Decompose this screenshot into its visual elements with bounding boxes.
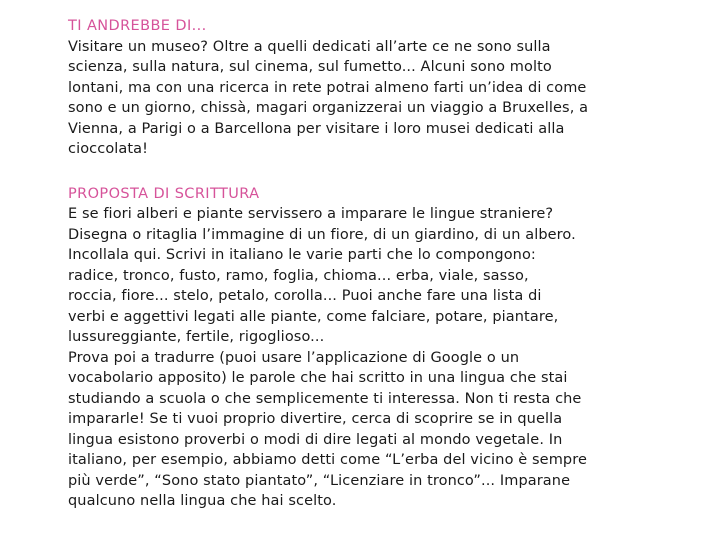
- paragraph-line: lussureggiante, fertile, rigoglioso...: [68, 329, 325, 345]
- section-heading: PROPOSTA DI SCRITTURA: [68, 185, 260, 202]
- paragraph-line: roccia, fiore... stelo, petalo, corolla... Puoi anche fare una lista di: [68, 288, 542, 304]
- paragraph-line: vocabolario apposito) le parole che hai scritto in una lingua che stai: [68, 370, 568, 386]
- paragraph-line: Visitare un museo? Oltre a quelli dedicati all’arte ce ne sono sulla: [68, 38, 551, 55]
- document-page: [68, 16, 708, 512]
- paragraph-line: Incollala qui. Scrivi in italiano le varie parti che lo compongono:: [68, 247, 536, 263]
- paragraph-line: Prova poi a tradurre (puoi usare l’applicazione di Google o un: [68, 349, 520, 366]
- paragraph-line: Vienna, a Parigi o a Barcellona per visitare i loro musei dedicati alla: [68, 120, 565, 137]
- paragraph-line: più verde”, “Sono stato piantato”, “Licenziare in tronco”... Imparane: [68, 472, 571, 489]
- paragraph-line: impararle! Se ti vuoi proprio divertire, cerca di scoprire se in quella: [68, 411, 563, 427]
- paragraph-line: italiano, per esempio, abbiamo detti come “L’erba del vicino è sempre: [68, 452, 587, 468]
- section-heading: TI ANDREBBE DI...: [68, 18, 207, 34]
- paragraph-line: lingua esistono proverbi o modi di dire legati al mondo vegetale. In: [68, 431, 563, 448]
- section-proposta-di-scrittura: [68, 184, 708, 512]
- paragraph-line: studiando a scuola o che semplicemente ti interessa. Non ti resta che: [68, 390, 582, 407]
- paragraph-line: sono e un giorno, chissà, magari organizzerai un viaggio a Bruxelles, a: [68, 100, 589, 116]
- section-ti-andrebbe-di: [68, 16, 708, 160]
- paragraph-line: cioccolata!: [68, 141, 149, 157]
- paragraph-line: lontani, ma con una ricerca in rete potrai almeno farti un’idea di come: [68, 79, 587, 96]
- paragraph-line: verbi e aggettivi legati alle piante, come falciare, potare, piantare,: [68, 308, 559, 325]
- paragraph-line: Disegna o ritaglia l’immagine di un fiore, di un giardino, di un albero.: [68, 226, 576, 243]
- paragraph-line: radice, tronco, fusto, ramo, foglia, chioma... erba, viale, sasso,: [68, 267, 529, 284]
- paragraph-line: qualcuno nella lingua che hai scelto.: [68, 493, 337, 509]
- paragraph-line: E se fiori alberi e piante servissero a imparare le lingue straniere?: [68, 206, 554, 222]
- paragraph-line: scienza, sulla natura, sul cinema, sul fumetto... Alcuni sono molto: [68, 59, 552, 75]
